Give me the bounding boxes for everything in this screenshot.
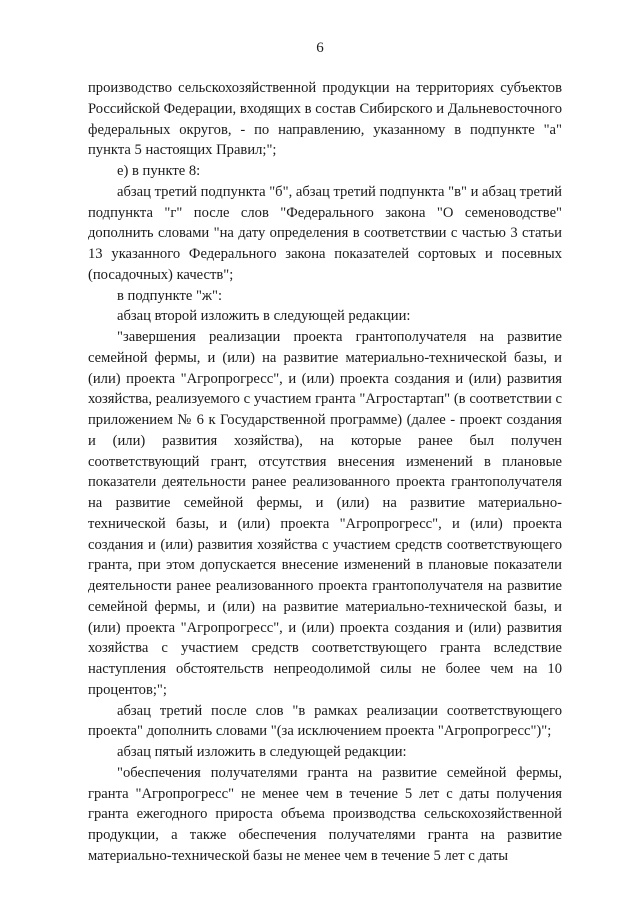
- paragraph: абзац третий подпункта "б", абзац третий подпункта "в" и абзац третий подпункта "г" после слов "Федерального закона "О семеноводстве" дополнить словами "на дату определения в соответствии с частью 3 статьи 13 указанного Федерального закона показателей сортовых и посевных (посадочных) качеств";: [88, 183, 562, 283]
- paragraph: е) в пункте 8:: [117, 163, 201, 179]
- paragraph: производство сельскохозяйственной продукции на территориях субъектов Российской Федерации, входящих в состав Сибирского и Дальневосточного федеральных округов, - по направлению, указанному в подпункте "а" пункта 5 настоящих Правил;";: [88, 80, 562, 159]
- paragraph: "завершения реализации проекта грантополучателя на развитие семейной фермы, и (или) на развитие материально-технической базы, и (или) проекта "Агропрогресс", и (или) проекта создания и (или) развития хозяйства, реализуемого с участием гранта "Агростартап" (в соответствии с приложением № 6 к Государственной программе) (далее - проект создания и (или) развития хозяйства), на которые ранее был получен соответствующий грант, отсутствия внесения изменений в плановые показатели деятельности ранее реализованного проекта грантополучателя на развитие семейной фермы, и (или) на развитие материально-технической базы, и (или) проекта "Агропрогресс", и (или) проекта создания и (или) развития хозяйства с участием средств соответствующего гранта, при этом допускается внесение изменений в плановые показатели деятельности ранее реализованного проекта грантополучателя на развитие семейной фермы, и (или) на развитие материально-технической базы, и (или) проекта "Агропрогресс", и (или) проекта создания и (или) развития хозяйства с участием средств соответствующего гранта вследствие наступления обстоятельств непреодолимой силы не более чем на 10 процентов;";: [88, 329, 562, 698]
- paragraph: абзац третий после слов "в рамках реализации соответствующего проекта" дополнить словами "(за исключением проекта "Агропрогресс")";: [88, 702, 562, 740]
- paragraph: абзац пятый изложить в следующей редакции:: [117, 744, 407, 760]
- paragraph-continued: "обеспечения получателями гранта на развитие семейной фермы, гранта "Агропрогресс" не менее чем в течение 5 лет с даты получения гранта ежегодного прироста объема производства сельскохозяйственной продукции, а также обеспечения получателями гранта на развитие материально-технической базы не менее чем в течение 5 лет с даты: [88, 764, 562, 864]
- paragraph: абзац второй изложить в следующей редакции:: [117, 308, 411, 325]
- paragraph: в подпункте "ж":: [117, 287, 223, 304]
- page-number: 6: [316, 40, 324, 56]
- document-body: [88, 78, 562, 867]
